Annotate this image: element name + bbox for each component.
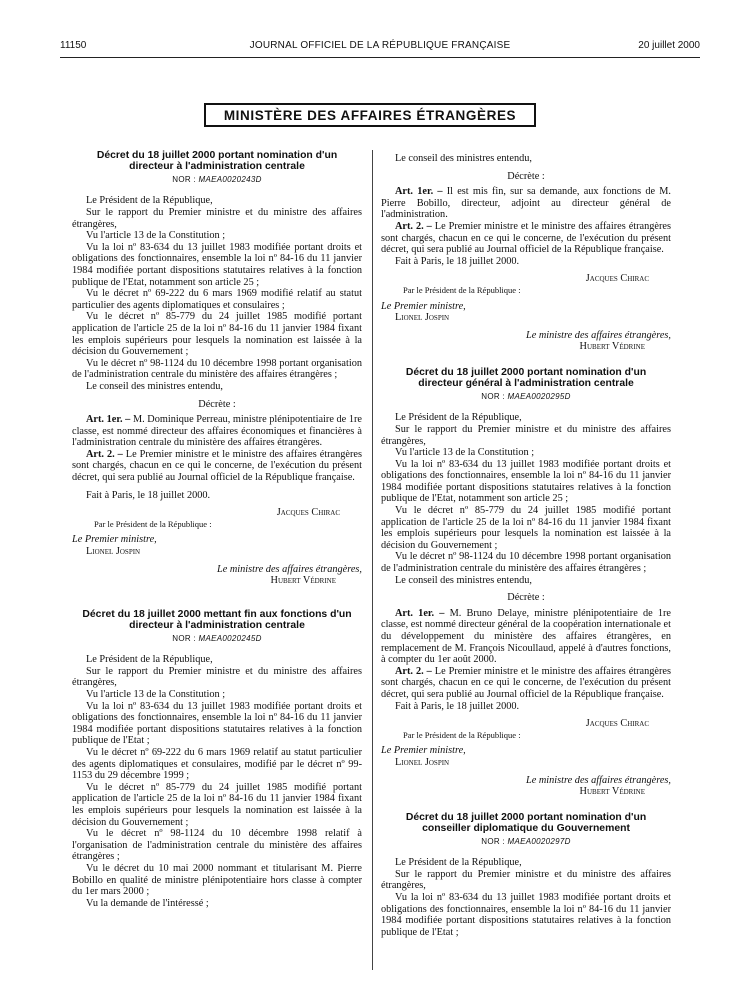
decree-paragraph: Sur le rapport du Premier ministre et du ministre des affaires étrangères, [72,207,362,230]
decree-paragraph: Sur le rapport du Premier ministre et du ministre des affaires étrangères, [72,665,362,689]
article-text: M. Bruno Delaye, ministre plénipotentiaire de 1re classe, est nommé directeur général de la coopération internationale et du développement du ministère des affaires étrangères, en remplacement de M. François Nicoullaud, appelé à d'autres fonctions, à compter du 1er août 2000. [381,607,671,666]
decree-paragraph: Vu le décret nº 85-779 du 24 juillet 1985 modifié portant application de l'article 25 de la loi nº 84-16 du 11 janvier 1984 fixant les emplois supérieurs pour lesquels la nomination est laissée à la décision du Gouvernement ; [72,311,362,358]
article-2 [381,221,671,256]
article-label: Art. 1er. – [395,186,443,198]
president-signature: Jacques Chirac [276,507,340,519]
premier-ministre-name: Lionel Jospin [395,312,450,324]
par-le-president: Par le Président de la République : [94,518,212,529]
decree-paragraph: Vu la loi nº 83-634 du 13 juillet 1983 modifiée portant droits et obligations des fonctionnaires, ensemble la loi nº 84-16 du 11 janvier 1984 modifiée portant dispositions statutaires relatives à la fonction publique de l'Etat, notamment son article 25 ; [381,458,671,505]
ministre-name: Hubert Védrine [579,786,645,798]
article-text: Le Premier ministre et le ministre des affaires étrangères sont chargés, chacun en ce qui le concerne, de l'exécution du présent décret, qui sera publié au Journal officiel de la République française. [381,665,672,700]
decree-fin-fonctions-continued [381,153,671,353]
decree-paragraph: Le conseil des ministres entendu, [86,380,223,392]
nor-label: NOR : [481,391,508,401]
nor-reference [381,391,671,403]
article-1 [381,608,671,666]
decree-paragraph: Vu l'article 13 de la Constitution ; [395,447,535,459]
decrete-heading: Décrète : [507,170,545,182]
decree-paragraph: Vu le décret nº 85-779 du 24 juillet 1985 modifié portant application de l'article 25 de la loi nº 84-16 du 11 janvier 1984 fixant les emplois supérieurs pour lesquels la nomination est laissée à la décision du Gouvernement ; [72,781,362,828]
ministre-name: Hubert Védrine [579,341,645,353]
decree-paragraph: Sur le rapport du Premier ministre et du ministre des affaires étrangères, [381,868,671,892]
ministre-title: Le ministre des affaires étrangères, [525,774,671,786]
article-label: Art. 1er. – [395,607,445,619]
decree-fin-fonctions [72,609,362,909]
ministry-heading: MINISTÈRE DES AFFAIRES ÉTRANGÈRES [204,103,536,127]
header-rule [60,57,700,58]
decree-paragraph: Vu la loi nº 83-634 du 13 juillet 1983 modifiée portant droits et obligations des fonctionnaires, ensemble la loi nº 84-16 du 11 janvier 1984 modifiée portant dispositions statutaires relatives à la fonction publique de l'Etat ; [381,891,671,938]
par-le-president: Par le Président de la République : [403,284,521,295]
decree-paragraph: Vu l'article 13 de la Constitution ; [86,689,226,700]
nor-reference [72,174,362,186]
decree-paragraph: Vu l'article 13 de la Constitution ; [86,230,226,242]
column-divider [372,150,373,970]
premier-ministre-name: Lionel Jospin [395,756,450,768]
journal-title: JOURNAL OFFICIEL DE LA RÉPUBLIQUE FRANÇAISE [249,40,511,51]
decrete-heading: Décrète : [198,398,236,410]
article-label: Art. 2. – [86,448,123,460]
decree-paragraph: Le Président de la République, [86,195,213,207]
nor-code: MAEA0020297D [507,836,571,846]
nor-code: MAEA0020243D [198,174,262,184]
article-text: Il est mis fin, sur sa demande, aux fonctions de M. Pierre Bobillo, directeur, adjoint au directeur général de l'administration. [381,186,671,221]
nor-label: NOR : [481,836,508,846]
decree-paragraph: Vu le décret nº 98-1124 du 10 décembre 1998 portant organisation de l'administration centrale du ministère des affaires étrangères ; [381,551,671,575]
article-label: Art. 2. – [395,665,432,677]
decree-paragraph: Vu le décret nº 69-222 du 6 mars 1969 relatif au statut particulier des agents diplomatiques et consulaires, modifié par le décret nº 99-1153 du 29 décembre 1999 ; [72,746,362,782]
article-1 [72,414,362,449]
premier-ministre-title: Le Premier ministre, [381,745,466,757]
decree-paragraph: Sur le rapport du Premier ministre et du ministre des affaires étrangères, [381,423,671,447]
decree-title: Décret du 18 juillet 2000 mettant fin aux fonctions d'un directeur à l'administration centrale [82,608,352,632]
decree-title: Décret du 18 juillet 2000 portant nomination d'un directeur général à l'administration centrale [405,366,647,390]
fait-a-paris: Fait à Paris, le 18 juillet 2000. [86,489,211,501]
decree-paragraph: Vu le décret nº 85-779 du 24 juillet 1985 modifié portant application de l'article 25 de la loi nº 84-16 du 11 janvier 1984 fixant les emplois supérieurs pour lesquels la nomination est laissée à la décision du Gouvernement ; [381,505,671,551]
decree-title: Décret du 18 juillet 2000 portant nomination d'un conseiller diplomatique du Gouvernement [405,811,647,835]
decree-paragraph: Vu la loi nº 83-634 du 13 juillet 1983 modifiée portant droits et obligations des fonctionnaires, ensemble la loi nº 84-16 du 11 janvier 1984 modifiée portant dispositions statutaires relatives à la fonction publique de l'Etat ; [72,700,362,747]
ministre-title: Le ministre des affaires étrangères, [216,563,362,575]
premier-ministre-name: Lionel Jospin [86,546,141,558]
article-text: Le Premier ministre et le ministre des affaires étrangères sont chargés, chacun en ce qui le concerne, de l'exécution du présent décret, qui sera publié au Journal officiel de la République française. [72,448,363,484]
article-text: Le Premier ministre et le ministre des affaires étrangères sont chargés, chacun en ce qui le concerne, de l'exécution du présent décret, qui sera publié au Journal officiel de la République française. [381,220,672,256]
nor-reference [381,836,671,848]
article-2 [72,449,362,484]
president-signature: Jacques Chirac [585,273,649,285]
nor-label: NOR : [172,174,199,184]
president-signature: Jacques Chirac [585,718,649,730]
decree-paragraph: Vu le décret nº 69-222 du 6 mars 1969 modifié relatif au statut particulier des agents diplomatiques et consulaires ; [72,288,362,311]
decree-paragraph: Le conseil des ministres entendu, [395,153,532,164]
ministre-title: Le ministre des affaires étrangères, [525,329,671,341]
issue-date: 20 juillet 2000 [638,40,700,51]
decree-paragraph: Le conseil des ministres entendu, [395,574,532,586]
decree-conseiller-diplomatique [381,812,671,939]
right-column [381,153,671,952]
article-text: M. Dominique Perreau, ministre plénipotentiaire de 1re classe, est nommé directeur des affaires économiques et financières à l'administration centrale du ministère des affaires étrangères. [72,414,362,449]
premier-ministre-title: Le Premier ministre, [72,534,157,546]
article-label: Art. 1er. – [86,414,131,426]
article-1 [381,186,671,221]
decree-paragraph: Vu le décret nº 98-1124 du 10 décembre 1998 portant organisation de l'administration centrale du ministère des affaires étrangères ; [72,357,362,381]
decree-nomination-directeur-general [381,367,671,798]
nor-reference [72,633,362,645]
page-header [60,40,700,56]
decree-nomination-directeur [72,150,362,587]
fait-a-paris: Fait à Paris, le 18 juillet 2000. [395,255,520,267]
fait-a-paris: Fait à Paris, le 18 juillet 2000. [395,700,520,712]
ministre-name: Hubert Védrine [270,575,336,587]
article-label: Art. 2. – [395,220,432,232]
article-2 [381,666,671,701]
nor-label: NOR : [172,633,199,643]
decrete-heading: Décrète : [507,592,545,604]
decree-title: Décret du 18 juillet 2000 portant nomination d'un directeur à l'administration centrale [96,150,338,173]
decree-paragraph: Vu le décret nº 98-1124 du 10 décembre 1998 relatif à l'organisation de l'administration centrale du ministère des affaires étrangères ; [72,828,362,863]
page-number: 11150 [60,40,87,51]
left-column [72,150,362,923]
premier-ministre-title: Le Premier ministre, [381,300,466,312]
nor-code: MAEA0020245D [198,633,262,643]
decree-paragraph: Vu la loi nº 83-634 du 13 juillet 1983 modifiée portant droits et obligations des fonctionnaires, ensemble la loi nº 84-16 du 11 janvier 1984 modifiée portant dispositions statutaires relatives à la fonction publique de l'Etat, notamment son article 25 ; [72,241,362,288]
decree-paragraph: Vu le décret du 10 mai 2000 nommant et titularisant M. Pierre Bobillo en qualité de ministre plénipotentiaire hors classe à compter du 1er mars 2000 ; [72,862,362,898]
nor-code: MAEA0020295D [507,391,571,401]
decree-paragraph: Le Président de la République, [86,654,213,666]
par-le-president: Par le Président de la République : [403,729,521,740]
decree-paragraph: Le Président de la République, [395,412,522,424]
decree-paragraph: Vu la demande de l'intéressé ; [86,897,209,909]
decree-paragraph: Le Président de la République, [395,857,522,869]
